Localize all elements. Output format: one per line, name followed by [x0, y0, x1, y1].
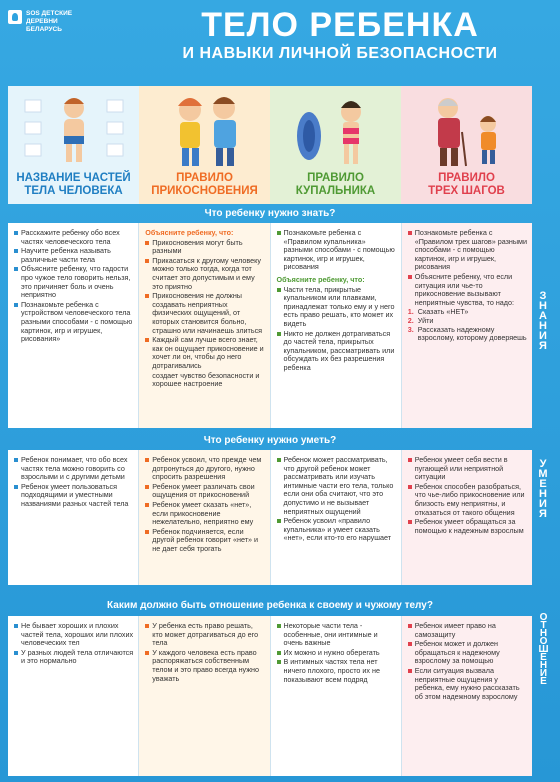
column-label: ПРАВИЛО ТРЕХ ШАГОВ — [428, 172, 505, 197]
list-item: Некоторые части тела - особенные, они интимные и очень важные — [277, 622, 396, 648]
list-item: Ребенок способен разобраться, что чье-либо прикосновение или близость ему неприятны, и отказаться от такого общения — [408, 483, 527, 517]
body-parts-illustration — [19, 92, 129, 164]
list-item: Познакомьте ребенка с «Правилом купальника» разными способами - с помощью картинок, игр и игрушек, рисования — [277, 229, 396, 272]
list-item: Прикосновения могут быть разными — [145, 239, 264, 256]
side-label-skills: УМЕНИЯ — [537, 458, 549, 518]
list-item: Не бывает хороших и плохих частей тела, хороших или плохих человеческих тел — [14, 622, 133, 648]
can-three-steps — [402, 450, 532, 585]
side-label-knowledge: ЗНАНИЯ — [537, 290, 549, 350]
know-touch — [139, 223, 270, 428]
section-title-know: Что ребенку нужно знать? — [204, 208, 336, 219]
list-item: Если ситуация вызвала неприятные ощущения у ребенка, ему нужно рассказать об этом надежному взрослому — [408, 667, 527, 701]
can-body-parts — [8, 450, 139, 585]
list-item: Объясните ребенку, что гадости про чужое тело говорить нельзя, это причиняет боль и очень неприятно — [14, 265, 133, 299]
step-3: 3. Рассказать надежному взрослому, которому доверяешь — [407, 324, 527, 343]
explain-heading: Объясните ребенку, что: — [145, 228, 234, 237]
list-item: Ребенок может и должен обращаться к надежному взрослому за помощью — [408, 640, 527, 666]
step-2: 2. Уйти — [407, 315, 434, 325]
section-title-can: Что ребенку нужно уметь? — [203, 435, 337, 446]
header — [0, 0, 560, 84]
attitude-touch — [139, 616, 270, 776]
row-know — [8, 223, 532, 428]
explain-heading: Объясните ребенку, что: — [276, 274, 365, 284]
list-item: Познакомьте ребенка с устройством человеческого тела разными способами - с помощью картинок, игр и игрушек, рисования» — [14, 301, 133, 344]
column-label: НАЗВАНИЕ ЧАСТЕЙ ТЕЛА ЧЕЛОВЕКА — [16, 172, 131, 197]
know-body-parts — [8, 223, 139, 428]
list-item: Прикосновения не должны создавать неприятных физических ощущений, от которых становится больно, страшно или начинаешь злиться — [145, 292, 264, 335]
list-item: Их можно и нужно оберегать — [277, 649, 396, 658]
page-title: ТЕЛО РЕБЕНКА — [201, 6, 479, 44]
list-item: Ребенок умеет пользоваться подходящими и уместными названиями разных частей тела — [14, 483, 133, 509]
page-subtitle: И НАВЫКИ ЛИЧНОЙ БЕЗОПАСНОСТИ — [182, 45, 498, 62]
list-item: Ребенок понимает, что обо всех частях тела можно говорить со взрослыми и с другими детьми — [14, 456, 133, 482]
list-item: Части тела, прикрытые купальником или плавками, принадлежат только ему и у него есть право решать, кто может их видеть — [277, 286, 396, 329]
attitude-body-parts — [8, 616, 139, 776]
attitude-swimsuit — [271, 616, 402, 776]
attitude-three-steps — [402, 616, 532, 776]
swimsuit-illustration — [281, 92, 391, 172]
know-three-steps — [402, 223, 532, 428]
list-item: Каждый сам лучше всего знает, как он ощущает прикосновение и хочет ли он, чтобы до него дотрагивались — [145, 336, 264, 370]
three-steps-illustration — [412, 92, 522, 172]
list-item: У разных людей тела отличаются и это нормально — [14, 649, 133, 666]
list-item: Объясните ребенку, что если ситуация или чье-то прикосновение вызывают неприятные чувства, то надо: — [408, 273, 527, 307]
list-item: Ребенок может рассматривать, что другой ребенок может рассматривать или изучать интимные части его тела, только если они оба считают, что это допустимо и не вызывает неприятных ощущений — [277, 456, 396, 516]
list-item: Ребенок подчиняется, если другой ребенок говорит «нет» и не дает себя трогать — [145, 528, 264, 554]
list-item: Ребенок усвоил «правило купальника» и умеет сказать «нет», если кто-то его нарушает — [277, 517, 396, 543]
can-swimsuit — [271, 450, 402, 585]
side-label-attitude: ОТНОШЕНИЕ — [538, 612, 549, 684]
list-item: Ребенок умеет различать свои ощущения от прикосновений — [145, 483, 264, 500]
touch-illustration — [150, 92, 260, 172]
step-1: 1. Сказать «НЕТ» — [407, 307, 469, 317]
column-swimsuit-rule — [270, 86, 401, 204]
list-item: Ребенок умеет себя вести в пугающей или неприятной ситуации — [408, 456, 527, 482]
know-swimsuit — [271, 223, 402, 428]
list-item: У ребенка есть право решать, кто может дотрагиваться до его тела — [145, 622, 264, 648]
sos-logo-icon — [8, 10, 22, 24]
list-item: Познакомьте ребенка с «Правилом трех шагов» разными способами - с помощью картинок, игр и игрушек, рисования — [408, 229, 527, 272]
can-touch — [139, 450, 270, 585]
list-item: В интимных частях тела нет ничего плохого, просто их не показывают всем подряд — [277, 658, 396, 684]
column-body-parts — [8, 86, 139, 204]
list-item: Прикасаться к другому человеку можно только тогда, когда тот считает это допустимым и ему это приятно — [145, 257, 264, 291]
logo — [8, 10, 128, 50]
column-touch-rule — [139, 86, 270, 204]
section-title-attitude: Каким должно быть отношение ребенка к своему и чужому телу? — [107, 600, 433, 611]
row-can — [8, 450, 532, 585]
list-item: Расскажите ребенку обо всех частях человеческого тела — [14, 229, 133, 246]
logo-text: SOS ДЕТСКИЕ ДЕРЕВНИ БЕЛАРУСЬ — [26, 10, 73, 33]
list-item: Ребенок умеет сказать «нет», если прикосновение нежелательно, неприятно ему — [145, 501, 264, 527]
list-item: Научите ребенка называть различные части тела — [14, 247, 133, 264]
list-item: Ребенок умеет обращаться за помощью к надежным взрослым — [408, 518, 527, 535]
column-label: ПРАВИЛО ПРИКОСНОВЕНИЯ — [151, 172, 258, 197]
row-attitude — [8, 616, 532, 776]
list-item: Никто не должен дотрагиваться до частей тела, прикрытых купальником, рассматривать или обсуждать их без разрешения ребенка — [277, 330, 396, 373]
list-item: Ребенок усвоил, что прежде чем дотронуться до другого, нужно спросить разрешения — [145, 456, 264, 482]
list-item: Ребенок имеет право на самозащиту — [408, 622, 527, 639]
list-item-tail: создает чувство безопасности и хорошее настроение — [152, 370, 260, 389]
list-item: У каждого человека есть право распоряжаться собственным телом и это право всегда нужно уважать — [145, 649, 264, 683]
column-three-steps-rule — [401, 86, 532, 204]
column-headers — [8, 86, 532, 204]
column-label: ПРАВИЛО КУПАЛЬНИКА — [295, 172, 376, 197]
